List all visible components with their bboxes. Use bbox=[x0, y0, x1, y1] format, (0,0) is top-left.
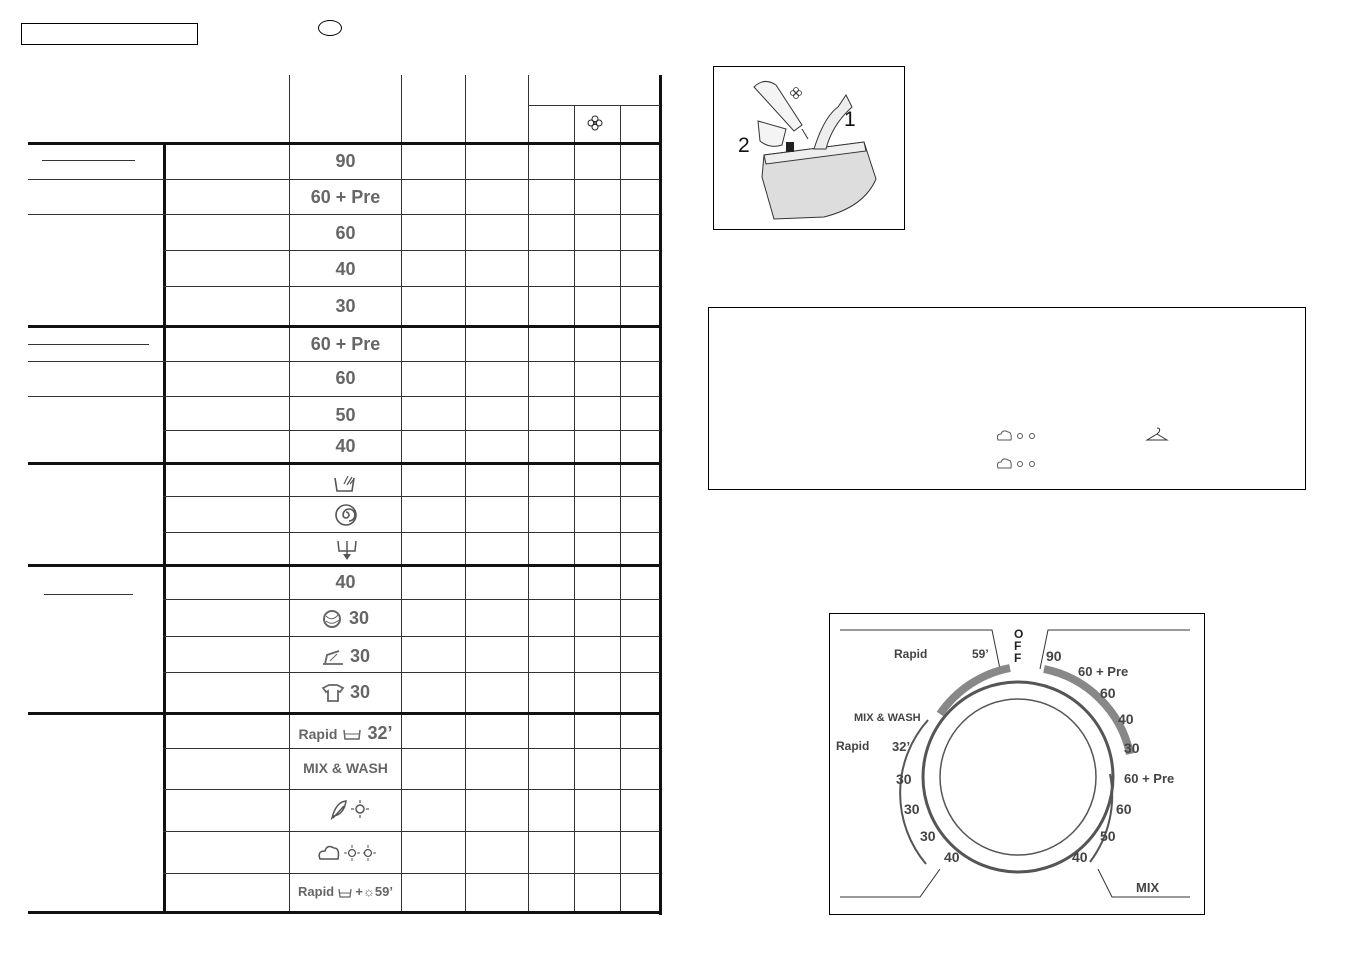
dial-label-59: 59’ bbox=[972, 647, 989, 661]
dial-off-label: OFF bbox=[1014, 627, 1024, 665]
dial-label-mix-40: 40 bbox=[1072, 849, 1088, 865]
dial-label-40: 40 bbox=[1118, 711, 1134, 727]
program-label: 40 bbox=[335, 572, 356, 592]
drain-icon bbox=[336, 538, 358, 562]
note-box bbox=[708, 307, 1306, 490]
compartment-label-2: 2 bbox=[738, 134, 750, 157]
program-label: 60 bbox=[335, 368, 356, 388]
dial-label-40-left: 40 bbox=[944, 849, 960, 865]
program-label: 60 bbox=[335, 223, 356, 243]
shirt-program-label: 30 bbox=[290, 682, 401, 703]
program-label: 30 bbox=[335, 296, 356, 316]
program-label: 60 + Pre bbox=[310, 187, 381, 207]
tub-icon bbox=[342, 727, 362, 741]
softener-flower-icon bbox=[586, 114, 604, 132]
rapid-59-label: Rapid +☼59’ bbox=[298, 884, 393, 899]
dial-label-shirt-30: 30 bbox=[896, 771, 912, 787]
dial-label-rapid-32: Rapid bbox=[836, 739, 870, 753]
dial-label-60: 60 bbox=[1100, 685, 1116, 701]
eco-sun-icon bbox=[330, 798, 370, 822]
program-dial bbox=[829, 613, 1205, 915]
program-label: 40 bbox=[335, 259, 356, 279]
program-label: 50 bbox=[335, 405, 356, 425]
handwash-program-label: 30 bbox=[290, 646, 401, 667]
dial-label-mix-60: 60 bbox=[1116, 801, 1132, 817]
cloud-sun-icon bbox=[996, 456, 1040, 472]
spin-icon bbox=[334, 503, 358, 527]
program-label: 40 bbox=[335, 436, 356, 456]
dial-label-wool-30: 30 bbox=[920, 828, 936, 844]
dial-label-hand-30: 30 bbox=[904, 801, 920, 817]
dial-label-90: 90 bbox=[1046, 648, 1062, 664]
tub-icon bbox=[338, 887, 352, 899]
program-label: MIX & WASH bbox=[303, 760, 388, 776]
hanger-icon bbox=[1145, 426, 1169, 442]
detergent-drawer-figure bbox=[713, 66, 905, 230]
program-label: 90 bbox=[335, 151, 356, 171]
dial-label-32: 32’ bbox=[892, 739, 911, 754]
dial-label-30: 30 bbox=[1124, 740, 1140, 756]
dial-label-mix: MIX bbox=[1136, 880, 1160, 895]
handwash-icon bbox=[321, 647, 345, 667]
rapid-32-label: Rapid 32’ bbox=[298, 723, 393, 743]
dial-label-mix-50: 50 bbox=[1100, 828, 1116, 844]
program-label: 60 + Pre bbox=[310, 334, 381, 354]
wool-program-label: 30 bbox=[290, 608, 401, 629]
cloud-sun-icon bbox=[996, 428, 1040, 444]
rinse-icon bbox=[332, 470, 358, 494]
dial-label-rapid-59: Rapid bbox=[894, 647, 928, 661]
dial-label-mix-wash: MIX & WASH bbox=[854, 712, 921, 724]
wool-icon bbox=[322, 610, 344, 628]
cloud-sun-icon bbox=[317, 841, 377, 865]
dial-label-mix-60-pre: 60 + Pre bbox=[1124, 771, 1175, 786]
compartment-label-1: 1 bbox=[844, 108, 856, 131]
shirt-icon bbox=[321, 683, 345, 703]
dial-label-60-pre: 60 + Pre bbox=[1078, 664, 1129, 679]
